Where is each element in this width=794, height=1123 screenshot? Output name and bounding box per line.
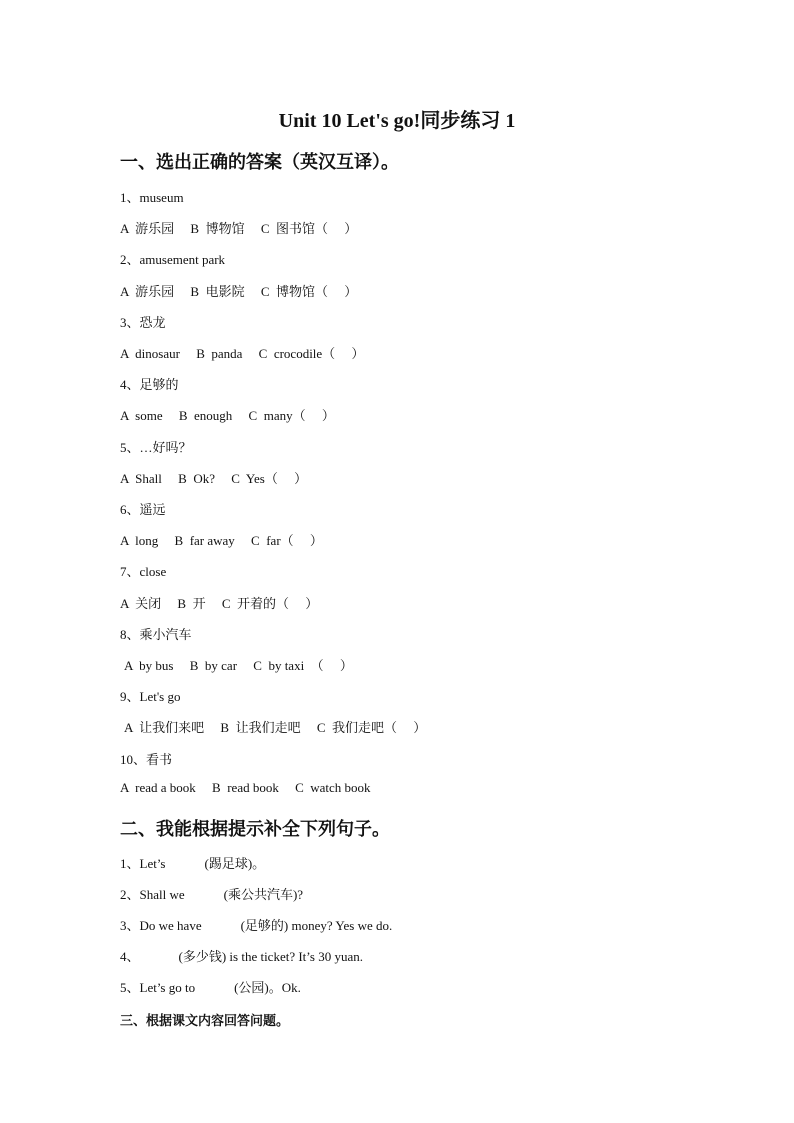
question-7: 7、close [120, 564, 167, 579]
options-6: A long B far away C far（ ） [120, 533, 323, 548]
options-3: A dinosaur B panda C crocodile（ ） [120, 346, 365, 361]
fill-item-1: 1、Let’s (踢足球)。 [120, 856, 266, 871]
options-4: A some B enough C many（ ） [120, 408, 335, 423]
question-1: 1、museum [120, 190, 184, 205]
options-2: A 游乐园 B 电影院 C 博物馆（ ） [120, 284, 358, 299]
question-6: 6、遥远 [120, 502, 166, 517]
section3-heading: 三、根据课文内容回答问题。 [120, 1013, 290, 1028]
fill-item-5: 5、Let’s go to (公园)。Ok. [120, 980, 301, 995]
section1-heading: 一、选出正确的答案（英汉互译）。 [120, 152, 399, 172]
question-4: 4、足够的 [120, 377, 179, 392]
options-5: A Shall B Ok? C Yes（ ） [120, 471, 308, 486]
question-5: 5、…好吗？ [120, 440, 192, 455]
fill-item-4: 4、 (多少钱) is the ticket? It’s 30 yuan. [120, 949, 363, 964]
question-3: 3、恐龙 [120, 315, 166, 330]
fill-item-2: 2、Shall we (乘公共汽车)? [120, 887, 304, 902]
section2-heading: 二、我能根据提示补全下列句子。 [120, 819, 390, 839]
question-2: 2、amusement park [120, 252, 226, 267]
options-1: A 游乐园 B 博物馆 C 图书馆（ ） [120, 221, 358, 236]
page-title: Unit 10 Let's go!同步练习 1 [278, 110, 516, 132]
options-8: A by bus B by car C by taxi （ ） [124, 658, 353, 673]
question-10: 10、看书 [120, 752, 173, 767]
options-9: A 让我们来吧 B 让我们走吧 C 我们走吧（ ） [124, 720, 427, 735]
options-7: A 关闭 B 开 C 开着的（ ） [120, 596, 319, 611]
fill-item-3: 3、Do we have (足够的) money? Yes we do. [120, 918, 393, 933]
options-10: A read a book B read book C watch book [120, 780, 371, 795]
question-8: 8、乘小汽车 [120, 627, 192, 642]
question-9: 9、Let's go [120, 689, 181, 704]
